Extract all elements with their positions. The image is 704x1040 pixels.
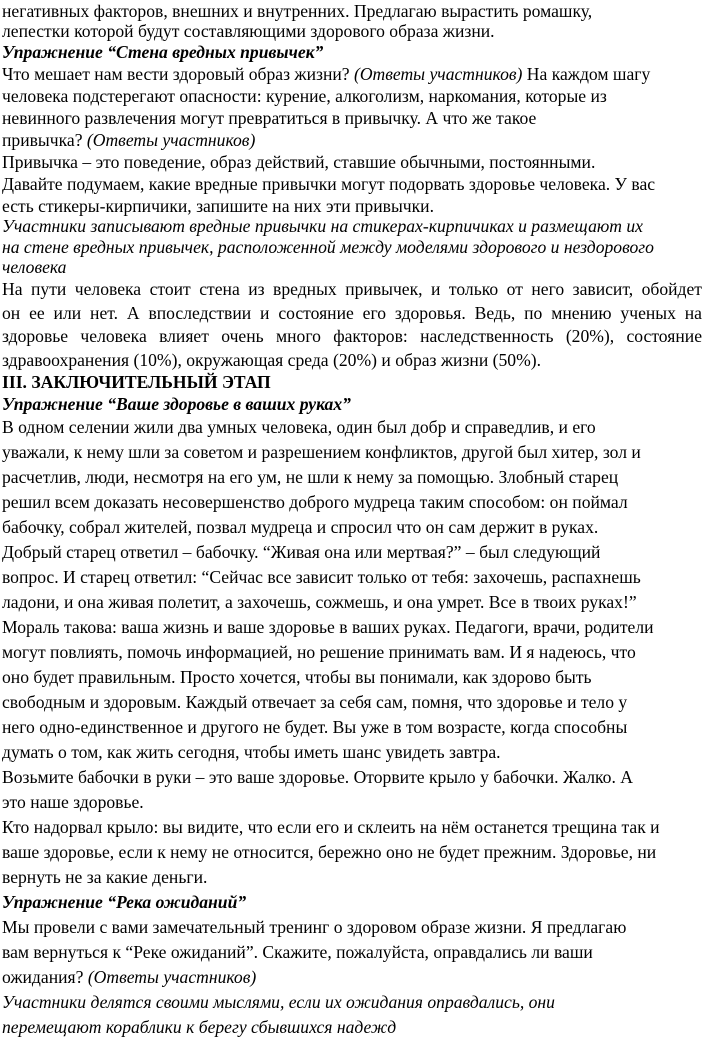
text-line: бабочку, собрал жителей, позвал мудреца и спросил что он сам держит в руках. <box>2 517 599 537</box>
text-line: Возьмите бабочки в руки – это ваше здоровье. Оторвите крыло у бабочки. Жалко. А <box>2 767 633 787</box>
participants-answer-note: (Ответы участников) <box>353 64 523 84</box>
text-line: могут повлиять, помочь информацией, но решение принимать вам. И я надеюсь, что <box>2 642 636 662</box>
text-line: негативных факторов, внешних и внутренних. Предлагаю вырастить ромашку, <box>2 1 593 21</box>
participants-answer-note: (Ответы участников) <box>86 130 256 150</box>
text-line: привычка? (Ответы участников) <box>2 130 256 150</box>
text-line: Кто надорвал крыло: вы видите, что если его и склеить на нём останется трещина так и <box>2 817 660 837</box>
text-line: думать о том, как жить сегодня, чтобы иметь шанс увидеть завтра. <box>2 742 501 762</box>
text-line: он ее или нет. А впоследствии и состояние его здоровья. Ведь, по мнению ученых на <box>2 303 702 323</box>
text-line: это наше здоровье. <box>2 792 144 812</box>
text-line: невинного развлечения могут превратиться в привычку. А что же такое <box>2 108 537 128</box>
participants-answer-note: (Ответы участников) <box>87 967 257 987</box>
italic-note-line: перемещают кораблики к берегу сбывшихся надежд <box>2 1017 397 1037</box>
text-line: ожидания? (Ответы участников) <box>2 967 257 987</box>
text-line: здравоохранения (10%), окружающая среда (20%) и образ жизни (50%). <box>2 350 542 370</box>
text-line: Давайте подумаем, какие вредные привычки могут подорвать здоровье человека. У вас <box>2 174 656 194</box>
text-line: вам вернуться к “Реке ожиданий”. Скажите, пожалуйста, оправдались ли ваши <box>2 942 593 962</box>
text-line: здоровье человека влияет очень много факторов: наследственность (20%), состояние <box>2 326 702 346</box>
text-line: ладони, и она живая полетит, а захочешь, сожмешь, и она умрет. Все в твоих руках!” <box>2 592 637 612</box>
text-line: свободным и здоровым. Каждый отвечает за себя сам, помня, что здоровье и тело у <box>2 692 628 712</box>
text-line: вопрос. И старец ответил: “Сейчас все зависит только от тебя: захочешь, распахнешь <box>2 567 641 587</box>
text-line: Мораль такова: ваша жизнь и ваше здоровье в ваших руках. Педагоги, врачи, родители <box>2 617 654 637</box>
italic-note-line: на стене вредных привычек, расположенной между моделями здорового и нездорового <box>2 237 654 257</box>
exercise-heading: Упражнение “Река ожиданий” <box>2 892 247 912</box>
text-line: ваше здоровье, если к нему не относится, бережно оно не будет прежним. Здоровье, ни <box>2 842 657 862</box>
text-line: уважали, к нему шли за советом и разрешением конфликтов, другой был хитер, зол и <box>2 442 641 462</box>
italic-note-line: Участники делятся своими мыслями, если их ожидания оправдались, они <box>2 992 555 1012</box>
text-line: В одном селении жили два умных человека, один был добр и справедлив, и его <box>2 417 596 437</box>
text-line: Что мешает нам вести здоровый образ жизни? (Ответы участников) На каждом шагу <box>2 64 651 84</box>
text-line: человека подстерегают опасности: курение, алкоголизм, наркомания, которые из <box>2 86 607 106</box>
section-heading: III. ЗАКЛЮЧИТЕЛЬНЫЙ ЭТАП <box>2 372 271 392</box>
text-line: На пути человека стоит стена из вредных привычек, и только от него зависит, обойдет <box>2 279 702 299</box>
text-line: расчетлив, люди, несмотря на его ум, не шли к нему за помощью. Злобный старец <box>2 467 619 487</box>
text-line: него одно-единственное и другого не будет. Вы уже в том возрасте, когда способны <box>2 717 628 737</box>
text-line: Добрый старец ответил – бабочку. “Живая она или мертвая?” – был следующий <box>2 542 601 562</box>
exercise-heading: Упражнение “Стена вредных привычек” <box>2 42 324 62</box>
text-line: оно будет правильным. Просто хочется, чтобы вы понимали, как здорово быть <box>2 667 592 687</box>
italic-note-line: человека <box>2 257 67 277</box>
text-line: решил всем доказать несовершенство доброго мудреца таким способом: он поймал <box>2 492 628 512</box>
text-line: Привычка – это поведение, образ действий, ставшие обычными, постоянными. <box>2 152 596 172</box>
text-line: Мы провели с вами замечательный тренинг о здоровом образе жизни. Я предлагаю <box>2 917 627 937</box>
italic-note-line: Участники записывают вредные привычки на стикерах-кирпичиках и размещают их <box>2 216 643 236</box>
text-line: есть стикеры-кирпичики, запишите на них эти привычки. <box>2 196 434 216</box>
text-line: вернуть не за какие деньги. <box>2 867 208 887</box>
exercise-heading: Упражнение “Ваше здоровье в ваших руках” <box>2 394 351 414</box>
text-line: лепестки которой будут составляющими здорового образа жизни. <box>2 21 495 41</box>
